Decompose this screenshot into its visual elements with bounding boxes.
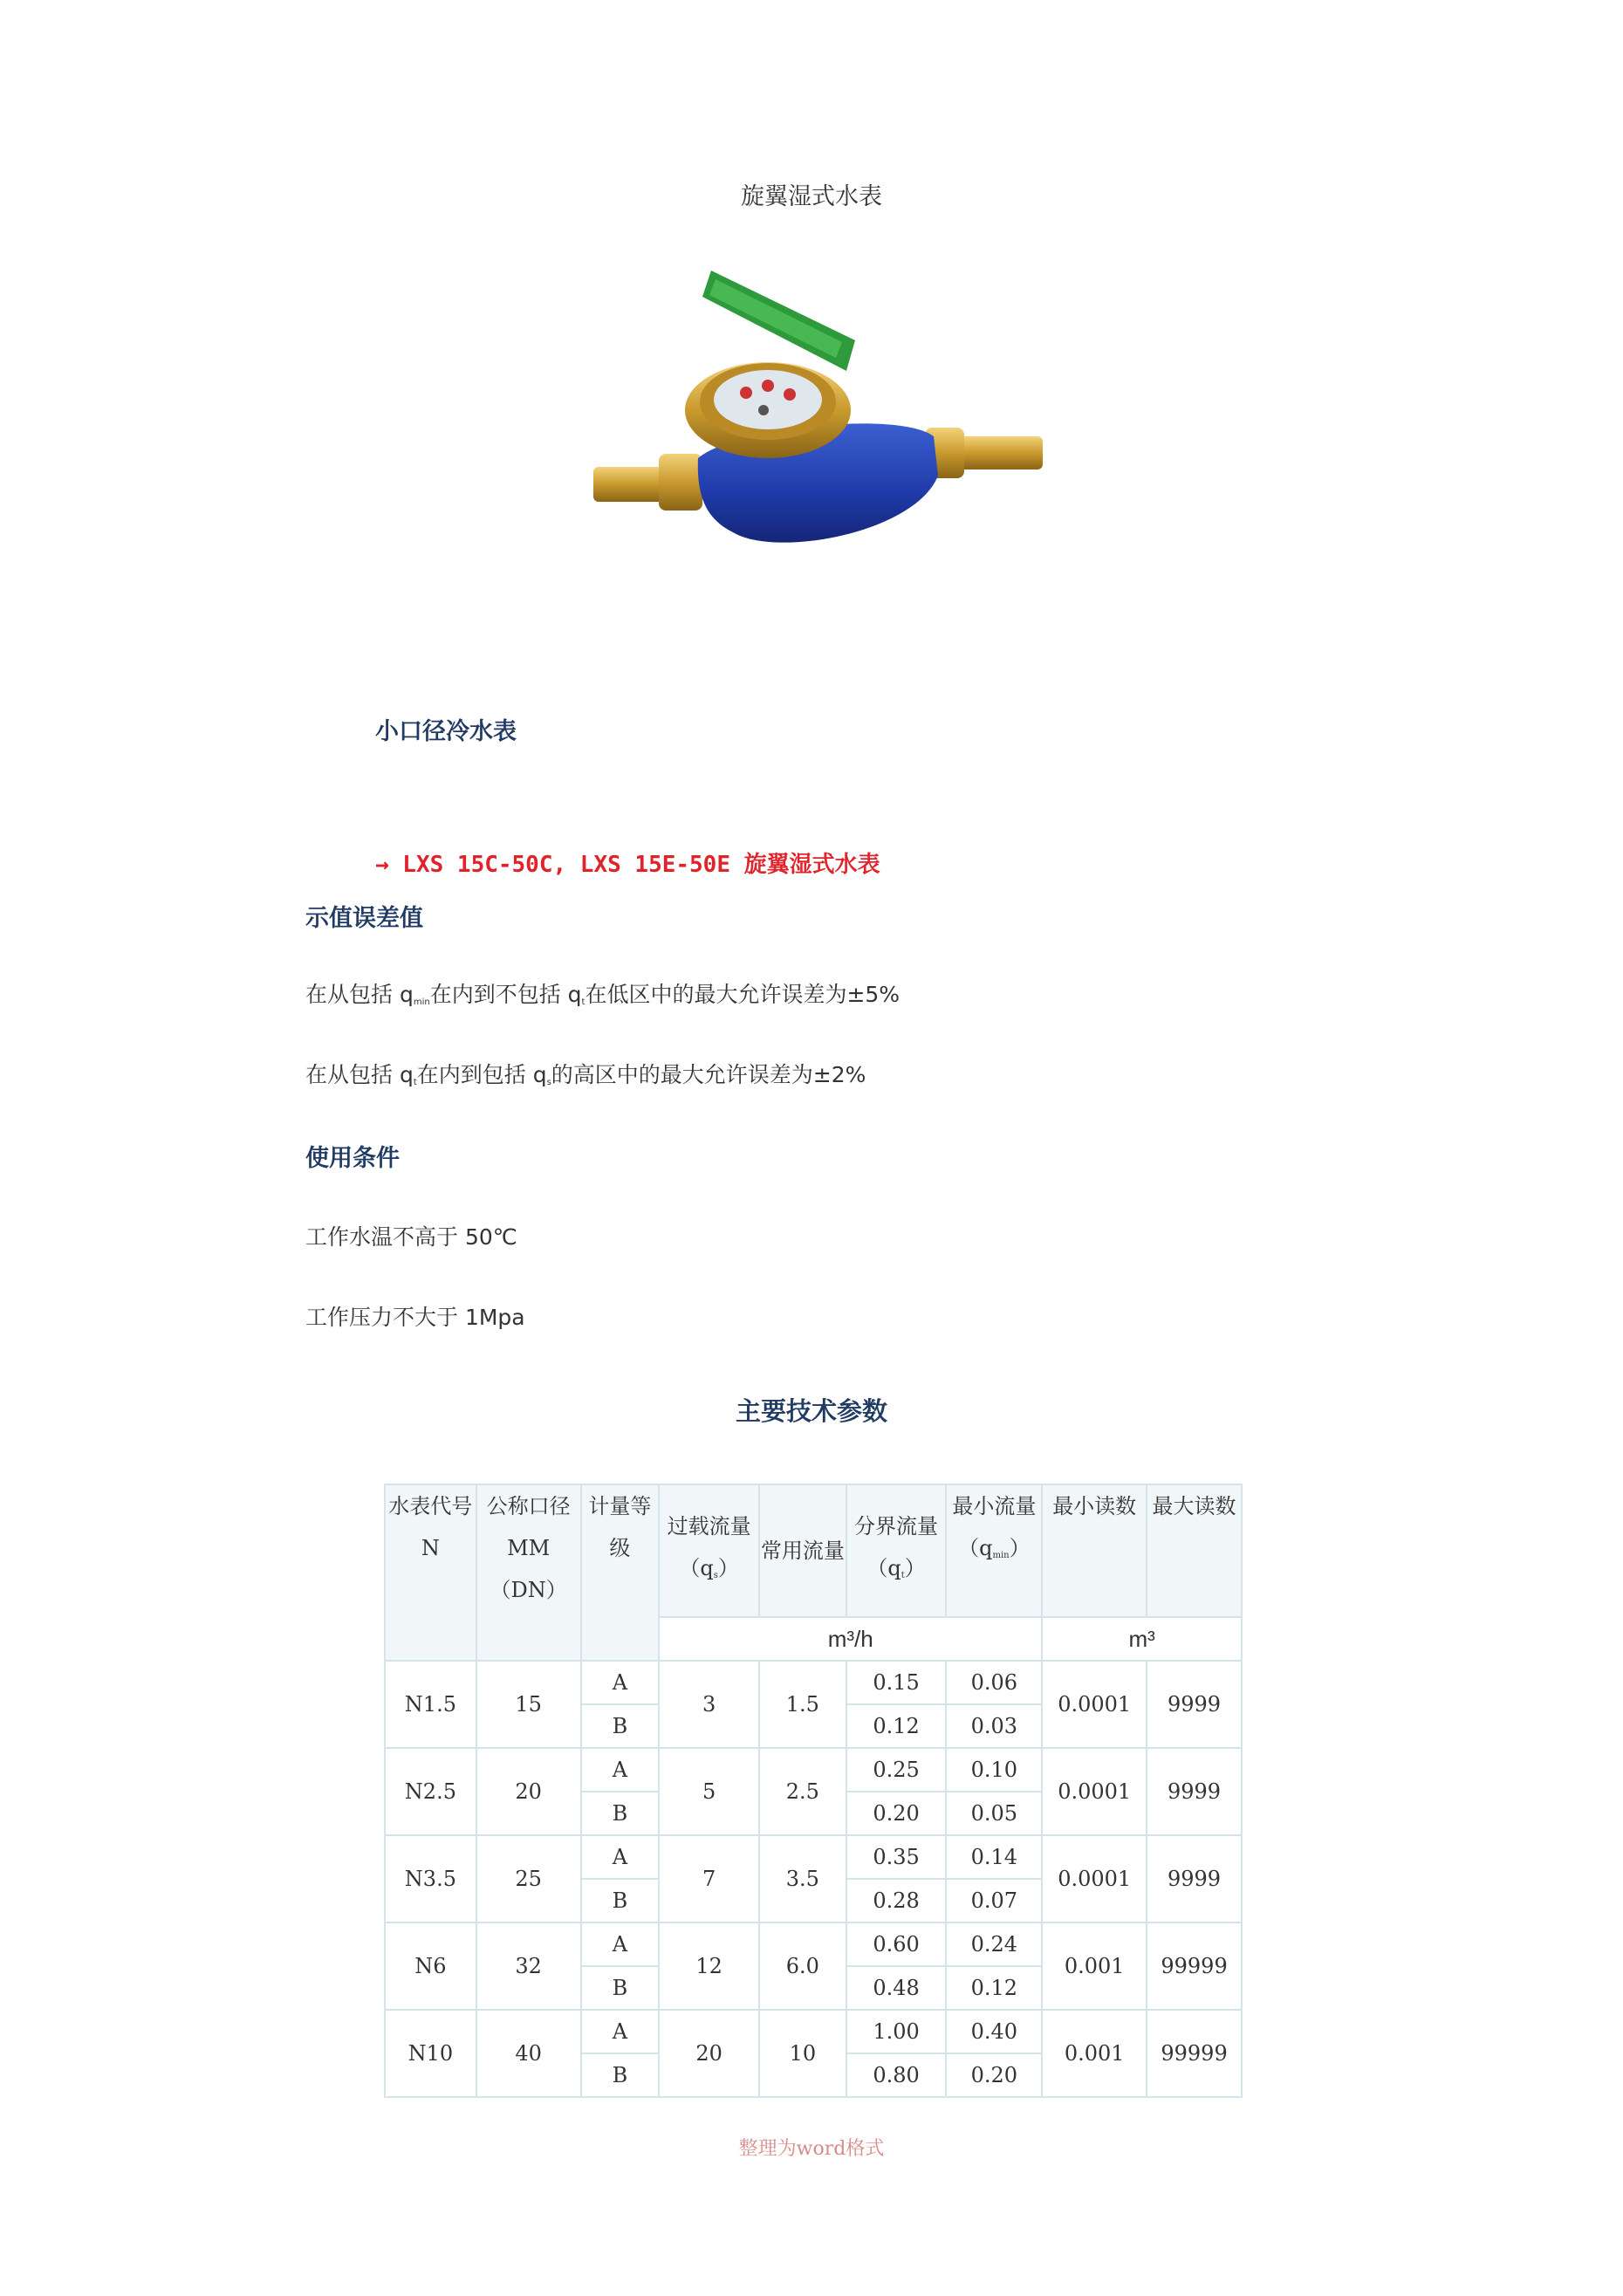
header-grade: 计量等级: [581, 1484, 660, 1661]
cell-dn: 20: [476, 1748, 581, 1835]
cell-transition: 0.25: [846, 1748, 947, 1792]
cell-minflow: 0.40: [946, 2010, 1042, 2053]
cell-minflow: 0.06: [946, 1661, 1042, 1704]
cell-code: N6: [385, 1922, 476, 2010]
unit-flow: m³/h: [659, 1617, 1042, 1661]
table-row: [385, 1748, 1242, 1792]
cell-grade: A: [581, 1748, 660, 1792]
cell-grade: A: [581, 1661, 660, 1704]
cell-nominal: 10: [759, 2010, 846, 2097]
cell-minread: 0.001: [1042, 1922, 1147, 2010]
cell-maxread: 9999: [1147, 1748, 1242, 1835]
conditions-line-1: 工作水温不高于 50℃: [305, 1224, 517, 1250]
cell-grade: B: [581, 2053, 660, 2097]
cell-transition: 1.00: [846, 2010, 947, 2053]
header-overload-sub: s: [713, 1570, 718, 1580]
cell-overload: 20: [659, 2010, 759, 2097]
header-dn: 公称口径 MM（DN）: [476, 1484, 581, 1661]
cell-dn: 15: [476, 1661, 581, 1748]
error-line-1-a: 在从包括 q: [305, 982, 414, 1007]
cell-transition: 0.15: [846, 1661, 947, 1704]
cell-minread: 0.0001: [1042, 1661, 1147, 1748]
header-overload-text: 过载流量（q: [667, 1513, 751, 1580]
conditions-line-2: 工作压力不大于 1Mpa: [305, 1305, 525, 1330]
cell-transition: 0.28: [846, 1879, 947, 1922]
conditions-heading: 使用条件: [305, 1145, 400, 1172]
cell-minread: 0.0001: [1042, 1748, 1147, 1835]
cell-grade: B: [581, 1966, 660, 2010]
error-line-1-c: 在低区中的最大允许误差为±5%: [585, 982, 901, 1007]
footer-note: 整理为word格式: [738, 2138, 885, 2160]
water-meter-photo: [585, 271, 1056, 559]
error-line-2-a-sub: t: [413, 1078, 417, 1087]
spec-table: [384, 1484, 1243, 2098]
header-transition-text: 分界流量（q: [854, 1513, 939, 1580]
cell-code: N10: [385, 2010, 476, 2097]
cell-minflow: 0.14: [946, 1835, 1042, 1879]
header-minflow: 最小流量$(q_{min})$: [946, 1484, 1042, 1617]
header-code: 水表代号 N: [385, 1484, 476, 1661]
error-line-1: [305, 977, 900, 1009]
cell-minflow: 0.03: [946, 1704, 1042, 1748]
header-maxread: 最大读数: [1147, 1484, 1242, 1617]
cell-grade: B: [581, 1792, 660, 1835]
cell-maxread: 9999: [1147, 1661, 1242, 1748]
error-line-2-b-sub: s: [546, 1078, 551, 1087]
table-title: 主要技术参数: [735, 1396, 887, 1426]
error-heading: 示值误差值: [305, 905, 423, 932]
cell-nominal: 2.5: [759, 1748, 846, 1835]
cell-code: N1.5: [385, 1661, 476, 1748]
cell-dn: 40: [476, 2010, 581, 2097]
cell-overload: 5: [659, 1748, 759, 1835]
cell-maxread: 99999: [1147, 2010, 1242, 2097]
unit-volume: m³: [1042, 1617, 1242, 1661]
cell-transition: 0.48: [846, 1966, 947, 2010]
cell-code: N2.5: [385, 1748, 476, 1835]
cell-dn: 32: [476, 1922, 581, 2010]
cell-minflow: 0.24: [946, 1922, 1042, 1966]
header-transition-sub: t: [901, 1570, 905, 1580]
error-line-2-a: 在从包括 q: [305, 1062, 414, 1087]
table-row: [385, 1661, 1242, 1704]
cell-overload: 7: [659, 1835, 759, 1922]
header-minflow-sub: min: [992, 1551, 1010, 1560]
cell-maxread: 9999: [1147, 1835, 1242, 1922]
page-title: 旋翼湿式水表: [741, 183, 882, 210]
cell-nominal: 3.5: [759, 1835, 846, 1922]
cell-nominal: 6.0: [759, 1922, 846, 2010]
cell-grade: A: [581, 1922, 660, 1966]
error-line-2-b: 在内到包括 q: [416, 1062, 547, 1087]
error-line-2: [305, 1058, 866, 1089]
model-line: → LXS 15C-50C, LXS 15E-50E 旋翼湿式水表: [375, 852, 880, 878]
error-line-1-b: 在内到不包括 q: [429, 982, 582, 1007]
cell-minflow: 0.20: [946, 2053, 1042, 2097]
cell-nominal: 1.5: [759, 1661, 846, 1748]
cell-maxread: 99999: [1147, 1922, 1242, 2010]
cell-minflow: 0.07: [946, 1879, 1042, 1922]
table-row: [385, 1922, 1242, 1966]
table-row: [385, 1835, 1242, 1879]
cell-minread: 0.001: [1042, 2010, 1147, 2097]
header-nominal: 常用流量: [759, 1484, 846, 1617]
cell-transition: 0.20: [846, 1792, 947, 1835]
error-line-2-c: 的高区中的最大允许误差为±2%: [551, 1062, 866, 1087]
cell-overload: 3: [659, 1661, 759, 1748]
cell-minread: 0.0001: [1042, 1835, 1147, 1922]
cell-minflow: 0.10: [946, 1748, 1042, 1792]
header-transition: 分界流量$(q_t)$: [846, 1484, 947, 1617]
cell-overload: 12: [659, 1922, 759, 2010]
section-subtitle: 小口径冷水表: [375, 718, 517, 745]
cell-minflow: 0.12: [946, 1966, 1042, 2010]
header-overload: 过载流量$(q_s)$: [659, 1484, 759, 1617]
cell-transition: 0.12: [846, 1704, 947, 1748]
cell-grade: A: [581, 2010, 660, 2053]
cell-dn: 25: [476, 1835, 581, 1922]
cell-transition: 0.80: [846, 2053, 947, 2097]
error-line-1-a-sub: min: [413, 997, 430, 1007]
cell-minflow: 0.05: [946, 1792, 1042, 1835]
cell-transition: 0.60: [846, 1922, 947, 1966]
cell-transition: 0.35: [846, 1835, 947, 1879]
error-line-1-b-sub: t: [581, 997, 586, 1007]
cell-code: N3.5: [385, 1835, 476, 1922]
header-minread: 最小读数: [1042, 1484, 1147, 1617]
cell-grade: A: [581, 1835, 660, 1879]
cell-grade: B: [581, 1879, 660, 1922]
header-minflow-text: 最小流量（q: [952, 1494, 1037, 1560]
table-row: [385, 2010, 1242, 2053]
cell-grade: B: [581, 1704, 660, 1748]
